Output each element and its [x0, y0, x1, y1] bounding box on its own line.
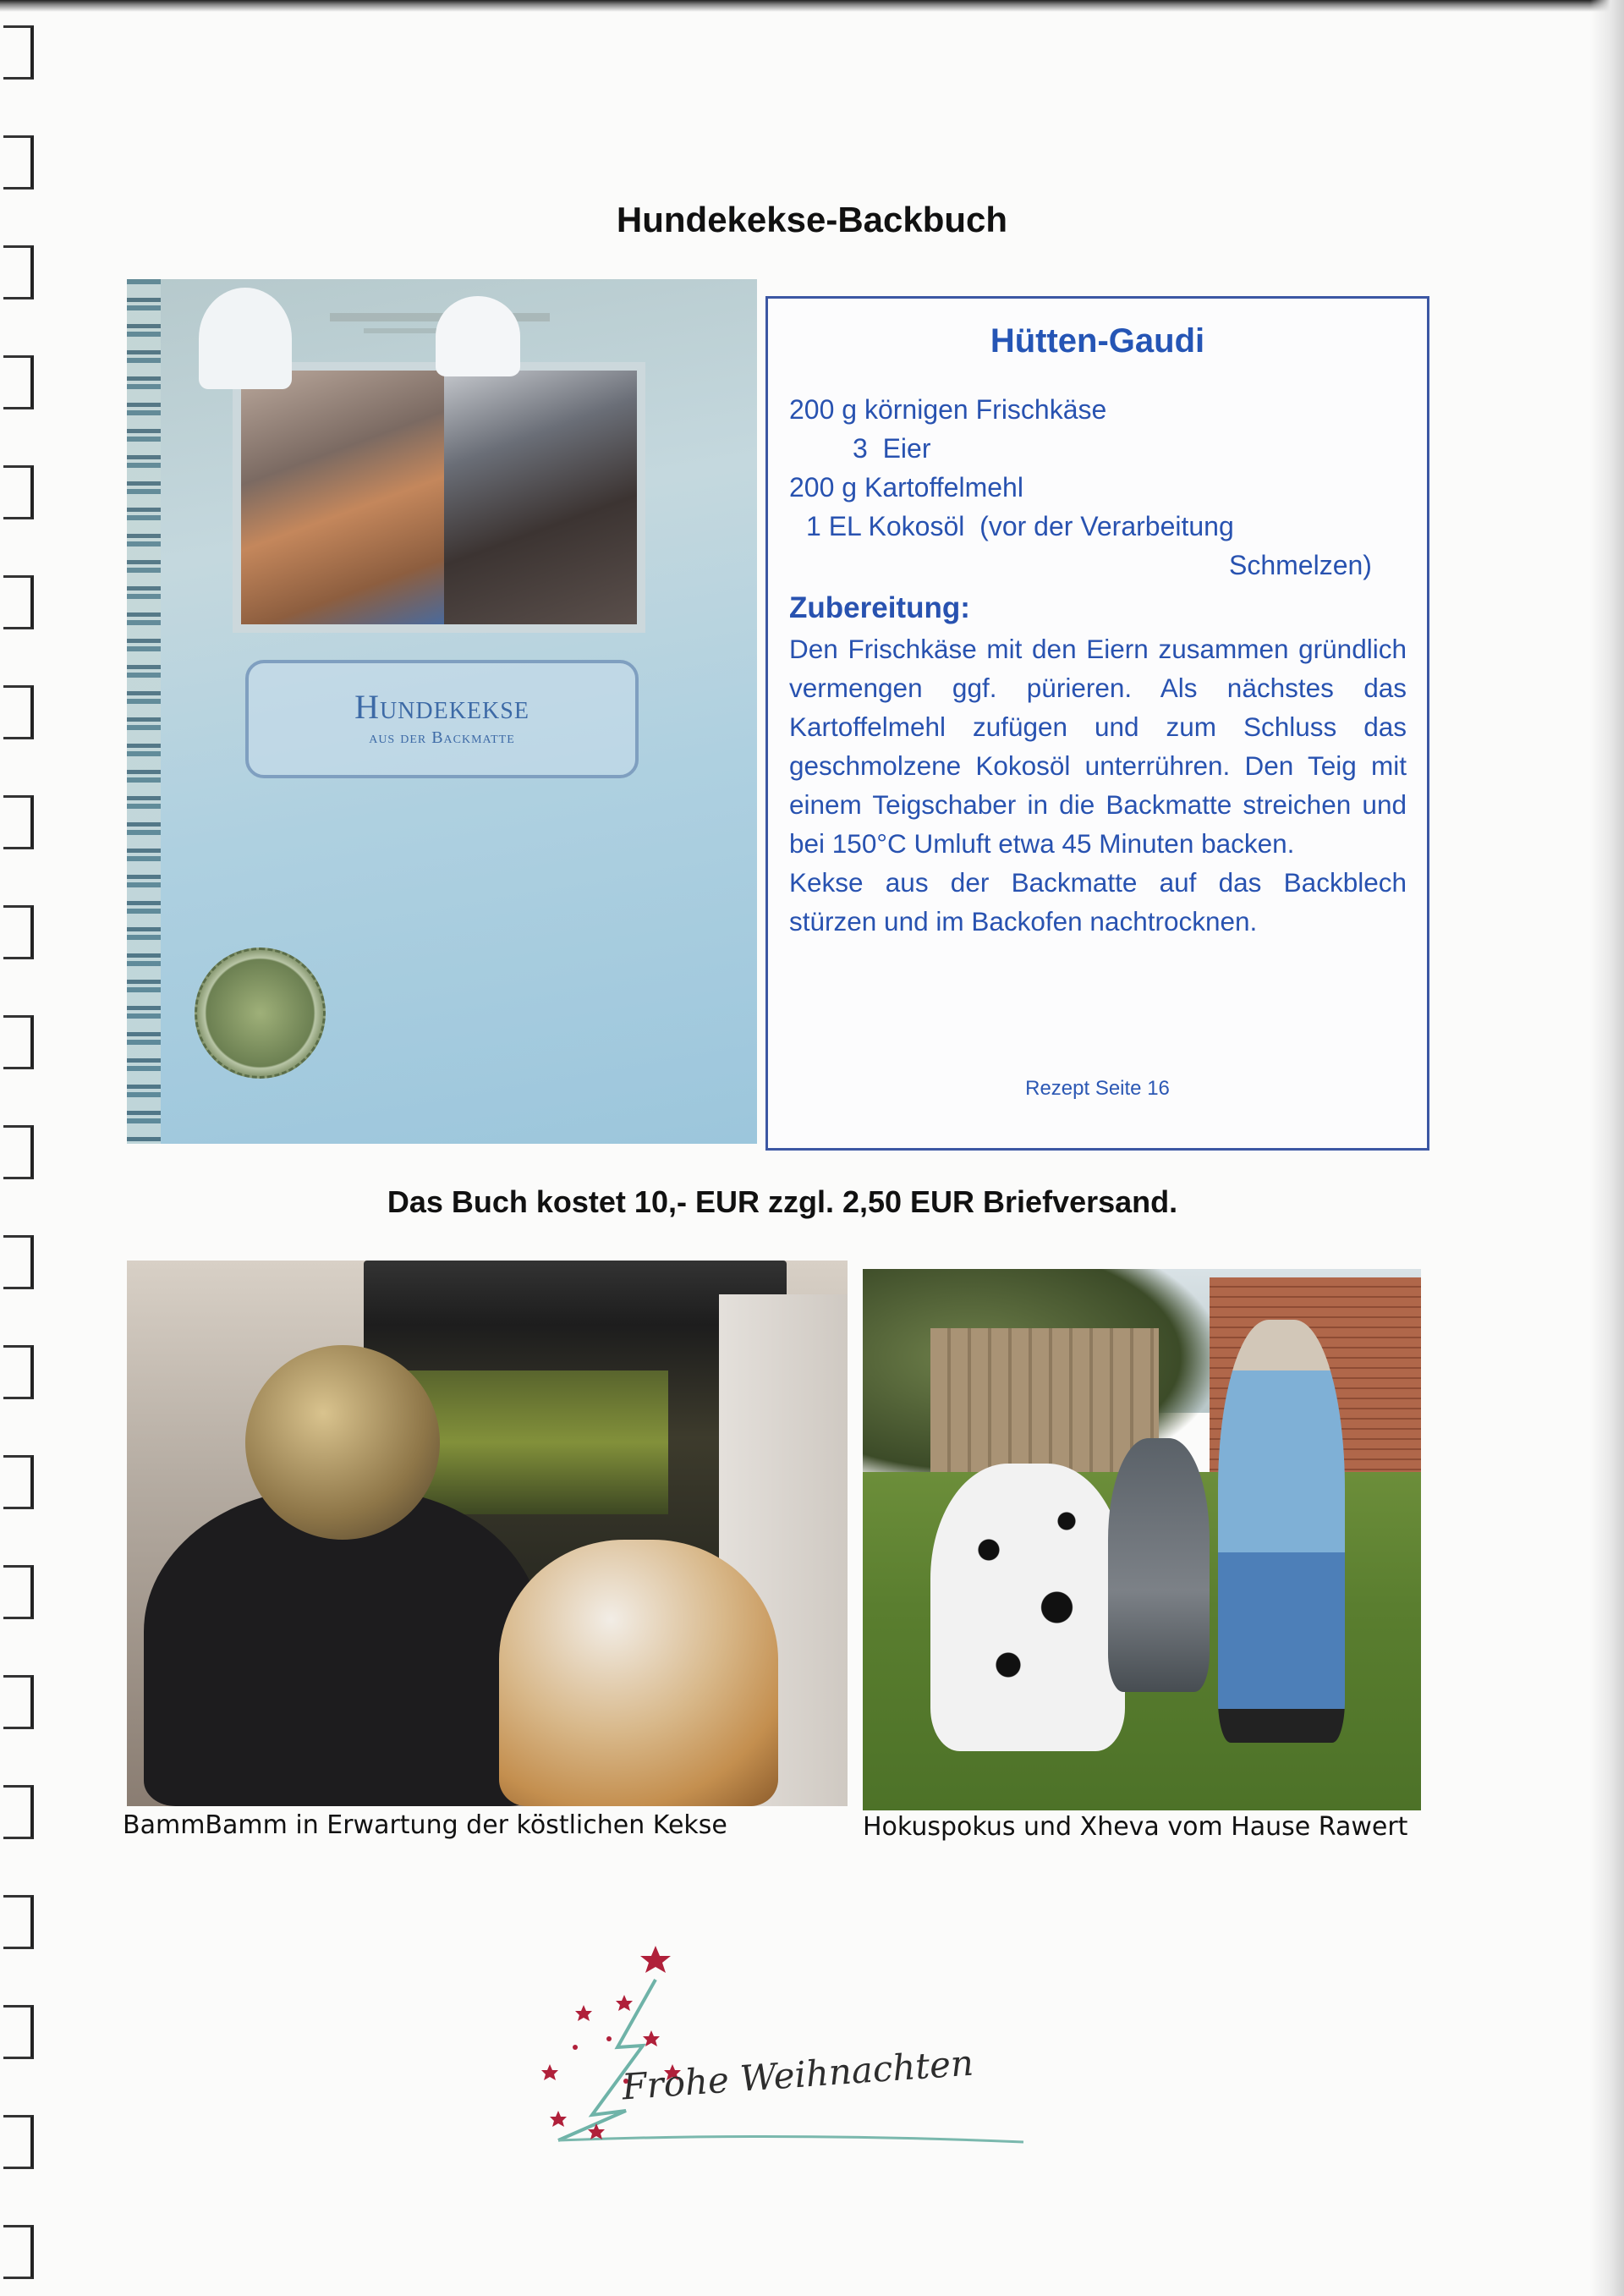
page-top-shadow: [0, 0, 1624, 12]
binding-ring: [3, 1235, 34, 1289]
left-photo-caption: BammBamm in Erwartung der köstlichen Kekse: [123, 1810, 727, 1840]
book-spiral: [127, 279, 161, 1144]
oven-window: [406, 1370, 668, 1514]
harlequin-dane-figure: [930, 1464, 1125, 1751]
binding-ring: [3, 25, 34, 80]
garden-fence: [930, 1328, 1159, 1472]
bulldog-photo: [241, 371, 444, 624]
preparation-paragraph: Den Frischkäse mit den Eiern zusammen gründlich vermengen ggf. pürieren. Als nächstes das Kartoffelmehl zufügen und zum Schluss das geschmolzene Kokosöl unterrühren. Den Teig mit einem Teigschaber in die Backmatte streichen und bei 150°C Umluft etwa 45 Minuten backen.: [789, 634, 1407, 859]
binding-ring: [3, 1345, 34, 1399]
greeting-text: Frohe Weihnachten: [620, 2041, 975, 2108]
binding-ring: [3, 1125, 34, 1179]
binding-ring: [3, 2005, 34, 2059]
preparation-paragraph: Kekse aus der Backmatte auf das Backblech stürzen und im Backofen nachtrocknen.: [789, 867, 1407, 937]
binding-ring: [3, 1785, 34, 1839]
book-seal-badge: [195, 948, 326, 1079]
christmas-greeting: [524, 1946, 1032, 2149]
book-cover-photo: [127, 279, 757, 1144]
ingredient-item: 200 g Kartoffelmehl: [789, 472, 1023, 503]
binding-ring: [3, 245, 34, 299]
binding-ring: [3, 1895, 34, 1949]
book-title-line1: Hundekekse: [354, 688, 529, 726]
binding-ring: [3, 685, 34, 739]
page-right-edge: [1590, 0, 1624, 2296]
binding-ring: [3, 1565, 34, 1619]
binding-ring: [3, 355, 34, 409]
grey-dane-figure: [1108, 1438, 1210, 1692]
ingredient-item: Schmelzen): [1229, 550, 1372, 580]
preparation-text: [789, 629, 1407, 941]
binding-ring: [3, 1455, 34, 1509]
binding-ring: [3, 905, 34, 959]
woman-figure: [1218, 1320, 1345, 1743]
right-photo-caption: Hokuspokus und Xheva vom Hause Rawert: [863, 1812, 1408, 1842]
preparation-title: Zubereitung:: [789, 591, 970, 624]
ingredient-item: 1 EL Kokosöl (vor der Verarbeitung: [806, 511, 1234, 541]
binding-ring: [3, 575, 34, 629]
price-note: Das Buch kostet 10,- EUR zzgl. 2,50 EUR Briefversand.: [387, 1184, 1178, 1219]
recipe-title: Hütten-Gaudi: [990, 322, 1205, 360]
binding-ring: [3, 135, 34, 190]
binding-ring: [3, 2115, 34, 2169]
mastiff-photo: [444, 371, 637, 624]
dog-figure: [499, 1540, 778, 1806]
recipe-page-reference: Rezept Seite 16: [1025, 1077, 1170, 1100]
book-title-line2: aus der Backmatte: [369, 728, 515, 747]
garden-photo: [863, 1269, 1421, 1810]
chef-hat-left: [199, 288, 292, 389]
recipe-box: [765, 296, 1429, 1151]
binding-ring: [3, 1015, 34, 1069]
binding-ring: [3, 465, 34, 519]
kitchen-photo: [127, 1261, 848, 1806]
person-head: [245, 1345, 440, 1540]
book-title-label: [245, 660, 639, 778]
binding-ring: [3, 2225, 34, 2279]
ingredient-item: 3 Eier: [853, 433, 931, 464]
binding-ring: [3, 1675, 34, 1729]
ingredient-item: 200 g körnigen Frischkäse: [789, 394, 1107, 425]
chef-hat-right: [436, 296, 520, 376]
page-title: Hundekekse-Backbuch: [616, 200, 1008, 239]
binding-ring: [3, 795, 34, 849]
spiral-binding: [0, 0, 51, 2296]
book-cover-dog-photo: [233, 362, 645, 633]
